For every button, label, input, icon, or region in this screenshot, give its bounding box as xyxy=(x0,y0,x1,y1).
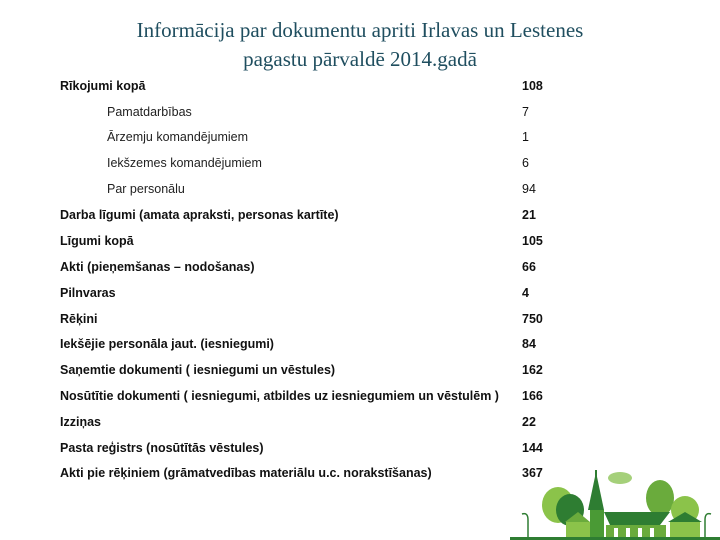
row-label: Izziņas xyxy=(60,415,101,429)
row-value: 162 xyxy=(522,363,543,377)
table-row xyxy=(0,389,720,409)
table-row xyxy=(0,182,720,202)
row-label: Akti (pieņemšanas – nodošanas) xyxy=(60,260,255,274)
row-label: Pilnvaras xyxy=(60,286,116,300)
row-value: 94 xyxy=(522,182,536,196)
page-title xyxy=(0,16,720,74)
row-value: 4 xyxy=(522,286,529,300)
row-label: Līgumi kopā xyxy=(60,234,134,248)
table-row xyxy=(0,156,720,176)
table-row xyxy=(0,415,720,435)
row-label: Iekšējie personāla jaut. (iesniegumi) xyxy=(60,337,274,351)
row-value: 750 xyxy=(522,312,543,326)
row-label: Rēķini xyxy=(60,312,98,326)
row-value: 7 xyxy=(522,105,529,119)
title-line-1: Informācija par dokumentu apriti Irlavas un Lestenes xyxy=(136,18,584,42)
row-value: 166 xyxy=(522,389,543,403)
table-row xyxy=(0,105,720,125)
row-label: Rīkojumi kopā xyxy=(60,79,146,93)
table-row xyxy=(0,260,720,280)
row-label: Pamatdarbības xyxy=(107,105,192,119)
row-label: Par personālu xyxy=(107,182,185,196)
row-label: Ārzemju komandējumiem xyxy=(107,130,249,144)
table-row xyxy=(0,234,720,254)
row-value: 367 xyxy=(522,466,543,480)
table-row xyxy=(0,130,720,150)
row-label: Iekšzemes komandējumiem xyxy=(107,156,262,170)
row-label: Nosūtītie dokumenti ( iesniegumi, atbildes uz iesniegumiem un vēstulēm ) xyxy=(60,389,499,403)
row-value: 144 xyxy=(522,441,543,455)
row-value: 6 xyxy=(522,156,529,170)
table-row xyxy=(0,286,720,306)
row-value: 108 xyxy=(522,79,543,93)
row-label: Pasta reģistrs (nosūtītās vēstules) xyxy=(60,441,264,455)
table-row xyxy=(0,363,720,383)
title-line-2: pagastu pārvaldē 2014.gadā xyxy=(243,47,477,71)
row-value: 1 xyxy=(522,130,529,144)
row-label: Akti pie rēķiniem (grāmatvedības materiālu u.c. norakstīšanas) xyxy=(60,466,432,480)
table-row xyxy=(0,337,720,357)
row-value: 22 xyxy=(522,415,536,429)
table-row xyxy=(0,79,720,99)
row-value: 84 xyxy=(522,337,536,351)
table-row xyxy=(0,208,720,228)
row-value: 21 xyxy=(522,208,536,222)
row-label: Saņemtie dokumenti ( iesniegumi un vēstules) xyxy=(60,363,336,377)
village-skyline-illustration xyxy=(510,450,720,540)
row-value: 105 xyxy=(522,234,543,248)
table-row xyxy=(0,312,720,332)
row-label: Darba līgumi (amata apraksti, personas kartīte) xyxy=(60,208,339,222)
row-value: 66 xyxy=(522,260,536,274)
